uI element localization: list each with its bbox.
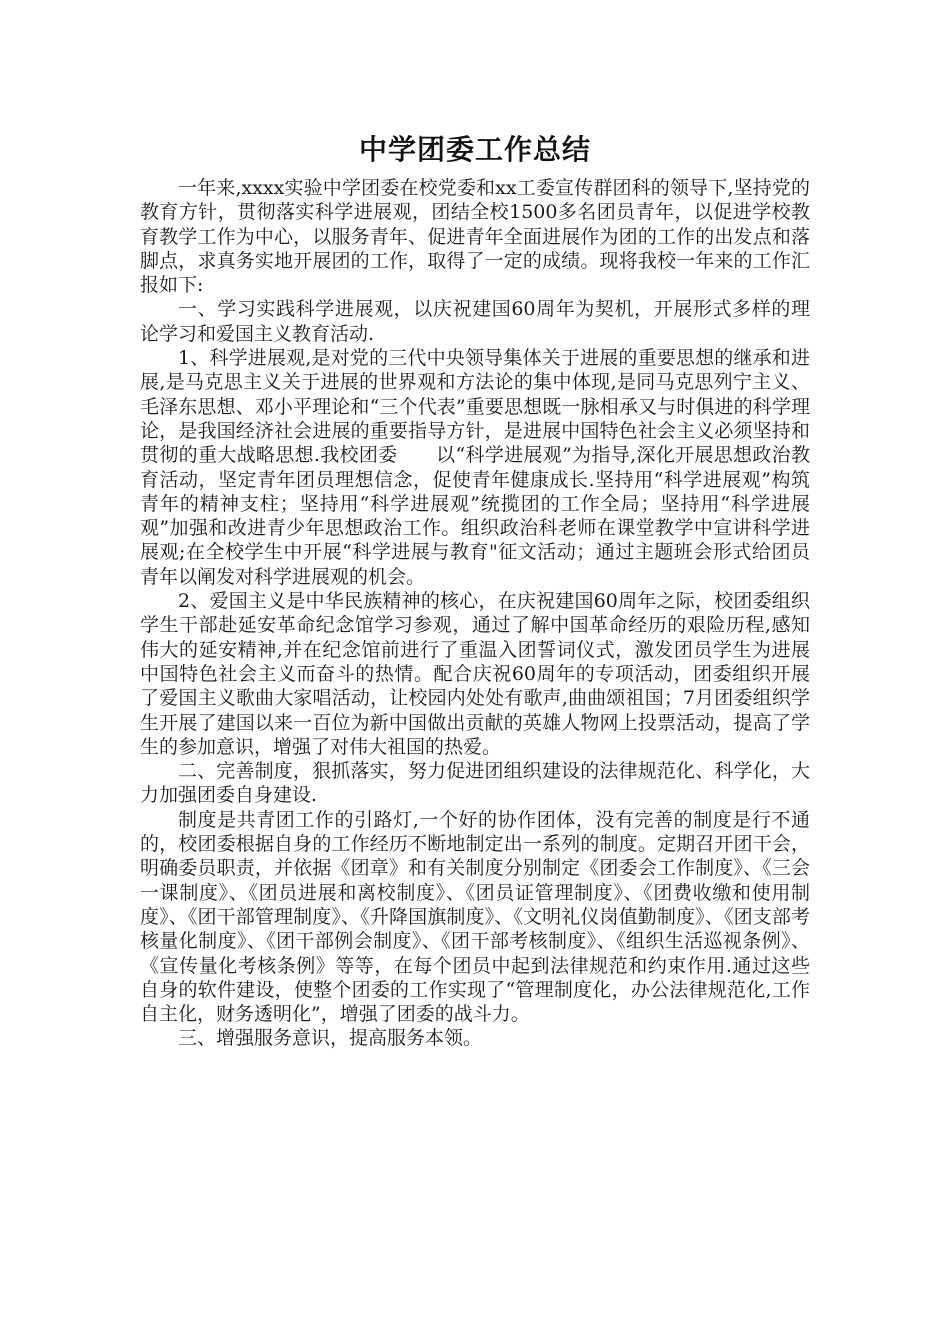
paragraph-section-2-body: 制度是共青团工作的引路灯,一个好的协作团体，没有完善的制度是行不通的，校团委根据自身的工作经历不断地制定出一系列的制度。定期召开团干会，明确委员职责，并依据《团章》和有关制度分别制定《团委会工作制度》、《三会一课制度》、《团员进展和离校制度》、《团员证管理制度》、《团费收缴和使用制度》、《团干部管理制度》、《升降国旗制度》、《文明礼仪岗值勤制度》、《团支部考核量化制度》、《团干部例会制度》、《团干部考核制度》、《组织生活巡视条例》、《宣传量化考核条例》等等，在每个团员中起到法律规范和约束作用.通过这些自身的软件建设，使整个团委的工作实现了“管理制度化，办公法律规范化,工作自主化，财务透明化”，增强了团委的战斗力。 xyxy=(140,808,810,1026)
document-body xyxy=(140,176,810,1051)
paragraph-section-3-heading: 三、增强服务意识，提高服务本领。 xyxy=(178,1027,483,1050)
document-title: 中学团委工作总结 xyxy=(358,133,591,166)
paragraph-section-2-heading: 二、完善制度，狠抓落实，努力促进团组织建设的法律规范化、科学化，大力加强团委自身建设. xyxy=(140,760,810,807)
paragraph-section-1-heading: 一、学习实践科学进展观，以庆祝建国60周年为契机，开展形式多样的理论学习和爱国主义教育活动. xyxy=(140,298,810,345)
paragraph-section-1-item-1: 1、科学进展观,是对党的三代中央领导集体关于进展的重要思想的继承和进展,是马克思主义关于进展的世界观和方法论的集中体现,是同马克思列宁主义、毛泽东思想、邓小平理论和“三个代表”重要思想既一脉相承又与时俱进的科学理论，是我国经济社会进展的重要指导方针，是进展中国特色社会主义必须坚持和贯彻的重大战略思想.我校团委 以“科学进展观”为指导,深化开展思想政治教育活动，坚定青年团员理想信念，促使青年健康成长.坚持用“科学进展观”构筑青年的精神支柱；坚持用“科学进展观”统揽团的工作全局；坚持用“科学进展观”加强和改进青少年思想政治工作。组织政治科老师在课堂教学中宣讲科学进展观;在全校学生中开展“科学进展与教育"征文活动；通过主题班会形式给团员青年以阐发对科学进展观的机会。 xyxy=(140,347,810,588)
paragraph-section-1-item-2: 2、爱国主义是中华民族精神的核心，在庆祝建国60周年之际，校团委组织学生干部赴延安革命纪念馆学习参观，通过了解中国革命经历的艰险历程,感知伟大的延安精神,并在纪念馆前进行了重温入团誓词仪式，激发团员学生为进展中国特色社会主义而奋斗的热情。配合庆祝60周年的专项活动，团委组织开展了爱国主义歌曲大家唱活动，让校园内处处有歌声,曲曲颂祖国；7月团委组织学生开展了建国以来一百位为新中国做出贡献的英雄人物网上投票活动，提高了学生的参加意识，增强了对伟大祖国的热爱。 xyxy=(140,590,810,758)
paragraph-intro: 一年来,xxxx实验中学团委在校党委和xx工委宣传群团科的领导下,坚持党的教育方针，贯彻落实科学进展观，团结全校1500多名团员青年，以促进学校教育教学工作为中心，以服务青年、促进青年全面进展作为团的工作的出发点和落脚点，求真务实地开展团的工作，取得了一定的成绩。现将我校一年来的工作汇报如下: xyxy=(140,177,810,297)
